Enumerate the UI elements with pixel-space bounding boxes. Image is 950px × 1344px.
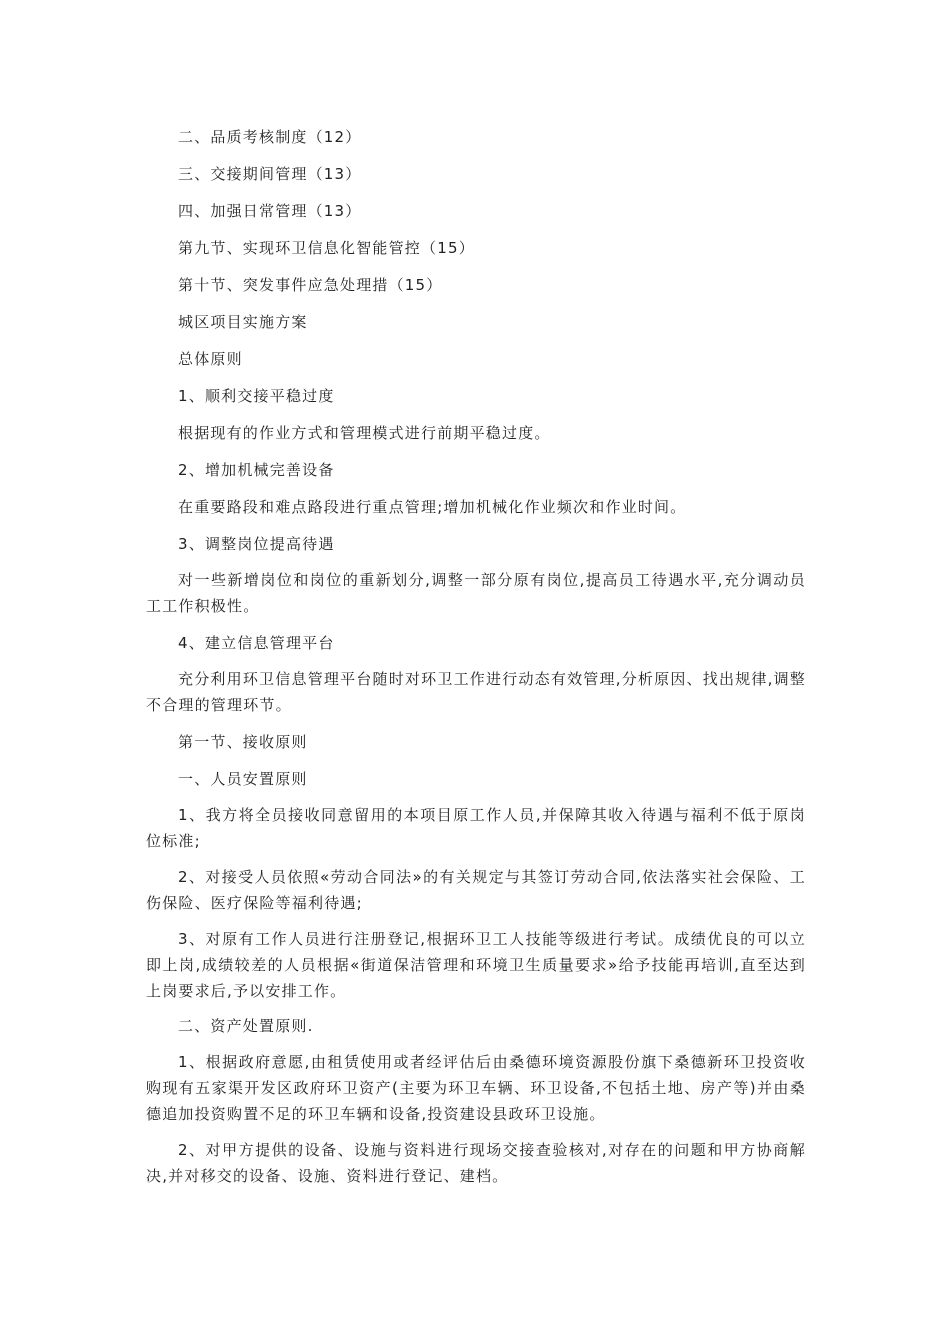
toc-item: 第十节、突发事件应急处理措（15） bbox=[178, 276, 443, 294]
section-heading: 总体原则 bbox=[178, 350, 243, 368]
subsection-heading: 一、人员安置原则 bbox=[178, 770, 308, 788]
principle-heading: 1、顺利交接平稳过度 bbox=[178, 387, 335, 405]
principle-body: 在重要路段和难点路段进行重点管理;增加机械化作业频次和作业时间。 bbox=[178, 498, 687, 516]
principle-heading: 2、增加机械完善设备 bbox=[178, 461, 335, 479]
toc-item: 第九节、实现环卫信息化智能管控（15） bbox=[178, 239, 475, 257]
principle-body: 根据现有的作业方式和管理模式进行前期平稳过度。 bbox=[178, 424, 551, 442]
toc-item: 三、交接期间管理（13） bbox=[178, 165, 362, 183]
toc-item: 二、品质考核制度（12） bbox=[178, 128, 362, 146]
toc-item: 四、加强日常管理（13） bbox=[178, 202, 362, 220]
principle-body: 对一些新增岗位和岗位的重新划分,调整一部分原有岗位,提高员工待遇水平,充分调动员工工作积极性。 bbox=[146, 571, 806, 615]
document-title: 城区项目实施方案 bbox=[178, 313, 308, 331]
principle-body: 充分利用环卫信息管理平台随时对环卫工作进行动态有效管理,分析原因、找出规律,调整不合理的管理环节。 bbox=[146, 670, 806, 714]
assets-item: 2、对甲方提供的设备、设施与资料进行现场交接查验核对,对存在的问题和甲方协商解决,并对移交的设备、设施、资料进行登记、建档。 bbox=[146, 1141, 806, 1185]
personnel-item: 2、对接受人员依照«劳动合同法»的有关规定与其签订劳动合同,依法落实社会保险、工伤保险、医疗保险等福利待遇; bbox=[146, 868, 806, 912]
personnel-item: 3、对原有工作人员进行注册登记,根据环卫工人技能等级进行考试。成绩优良的可以立即上岗,成绩较差的人员根据«街道保洁管理和环境卫生质量要求»给予技能再培训,直至达到上岗要求后,予以安排工作。 bbox=[146, 930, 806, 1000]
subsection-heading: 二、资产处置原则. bbox=[178, 1017, 314, 1035]
principle-heading: 4、建立信息管理平台 bbox=[178, 634, 335, 652]
principle-heading: 3、调整岗位提高待遇 bbox=[178, 535, 335, 553]
personnel-item: 1、我方将全员接收同意留用的本项目原工作人员,并保障其收入待遇与福利不低于原岗位标准; bbox=[146, 806, 806, 850]
chapter-heading: 第一节、接收原则 bbox=[178, 733, 308, 751]
assets-item: 1、根据政府意愿,由租赁使用或者经评估后由桑德环境资源股份旗下桑德新环卫投资收购现有五家渠开发区政府环卫资产(主要为环卫车辆、环卫设备,不包括土地、房产等)并由桑德追加投资购置不足的环卫车辆和设备,投资建设县政环卫设施。 bbox=[146, 1053, 806, 1123]
